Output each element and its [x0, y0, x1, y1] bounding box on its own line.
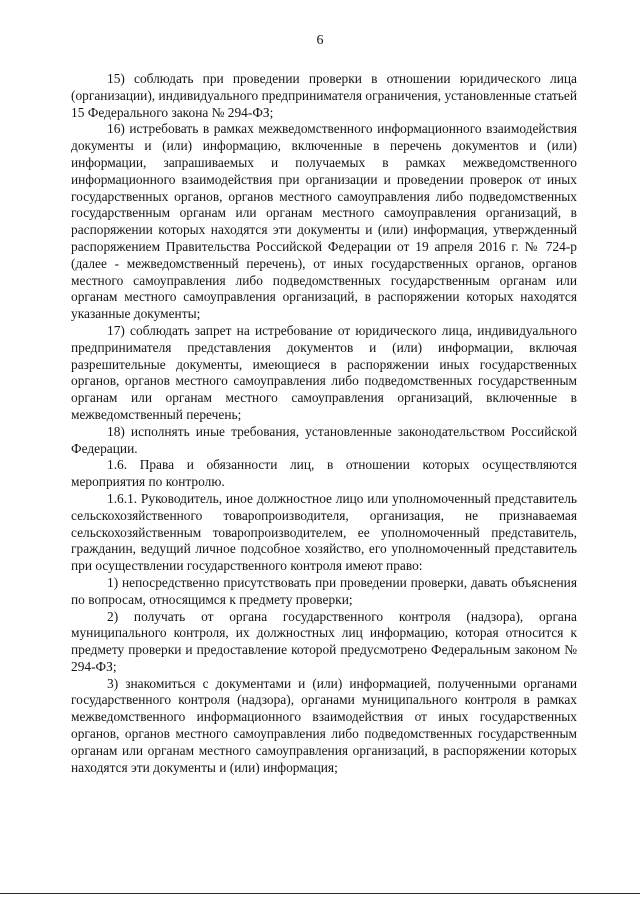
paragraph-item-15: 15) соблюдать при проведении проверки в отношении юридического лица (организации), индивидуального предпринимателя ограничения, установленные статьей 15 Федерального закона № 294-ФЗ;: [71, 71, 577, 120]
paragraph-item-17: 17) соблюдать запрет на истребование от юридического лица, индивидуального предпринимателя представления документов и (или) информации, включая разрешительные документы, имеющиеся в распоряжении иных государственных органов, органов местного самоуправления либо подведомственных государственным органам или органам местного самоуправления организаций, включенные в межведомственный перечень;: [71, 322, 577, 422]
page-number: 6: [316, 33, 324, 48]
section-heading-1-6: 1.6. Права и обязанности лиц, в отношении которых осуществляются мероприятия по контролю.: [71, 457, 577, 490]
paragraph-right-3: 3) знакомиться с документами и (или) информацией, полученными органами государственного контроля (надзора), органами муниципального контроля в рамках межведомственного информационного взаимодействия от иных государственных органов, органов местного самоуправления либо подведомственных государственным органам или органам местного самоуправления организаций, в распоряжении которых находятся эти документы и (или) информация;: [71, 675, 577, 775]
paragraph-item-16: 16) истребовать в рамках межведомственного информационного взаимодействия документы и (или) информацию, включенные в перечень документов и (или) информации, запрашиваемых и получаемых в рамках межведомственного информационного взаимодействия при организации и проведении проверок от иных государственных органов, органов местного самоуправления либо подведомственных государственным органам или органам местного самоуправления организаций, в распоряжении которых находятся эти документы и (или) информация, утвержденный распоряжением Правительства Российской Федерации от 19 апреля 2016 г. № 724-р (далее - межведомственный перечень), от иных государственных органов, органов местного самоуправления либо подведомственных государственным органам или органам местного самоуправления организаций, в распоряжении которых находятся указанные документы;: [71, 121, 577, 322]
section-heading-1-6-1: 1.6.1. Руководитель, иное должностное лицо или уполномоченный представитель сельскохозяйственного товаропроизводителя, организация, не признаваемая сельскохозяйственным товаропроизводителем, ее уполномоченный представитель, гражданин, ведущий личное подсобное хозяйство, его уполномоченный представитель при осуществлении государственного контроля имеют право:: [71, 490, 577, 574]
bottom-rule: [0, 893, 640, 894]
paragraph-item-18: 18) исполнять иные требования, установленные законодательством Российской Федерации.: [71, 423, 577, 456]
paragraph-right-2: 2) получать от органа государственного контроля (надзора), органа муниципального контроля, их должностных лиц информацию, которая относится к предмету проверки и предоставление которой предусмотрено Федеральным законом № 294-ФЗ;: [71, 608, 577, 674]
document-body: [71, 71, 577, 776]
paragraph-right-1: 1) непосредственно присутствовать при проведении проверки, давать объяснения по вопросам, относящимся к предмету проверки;: [71, 574, 577, 607]
